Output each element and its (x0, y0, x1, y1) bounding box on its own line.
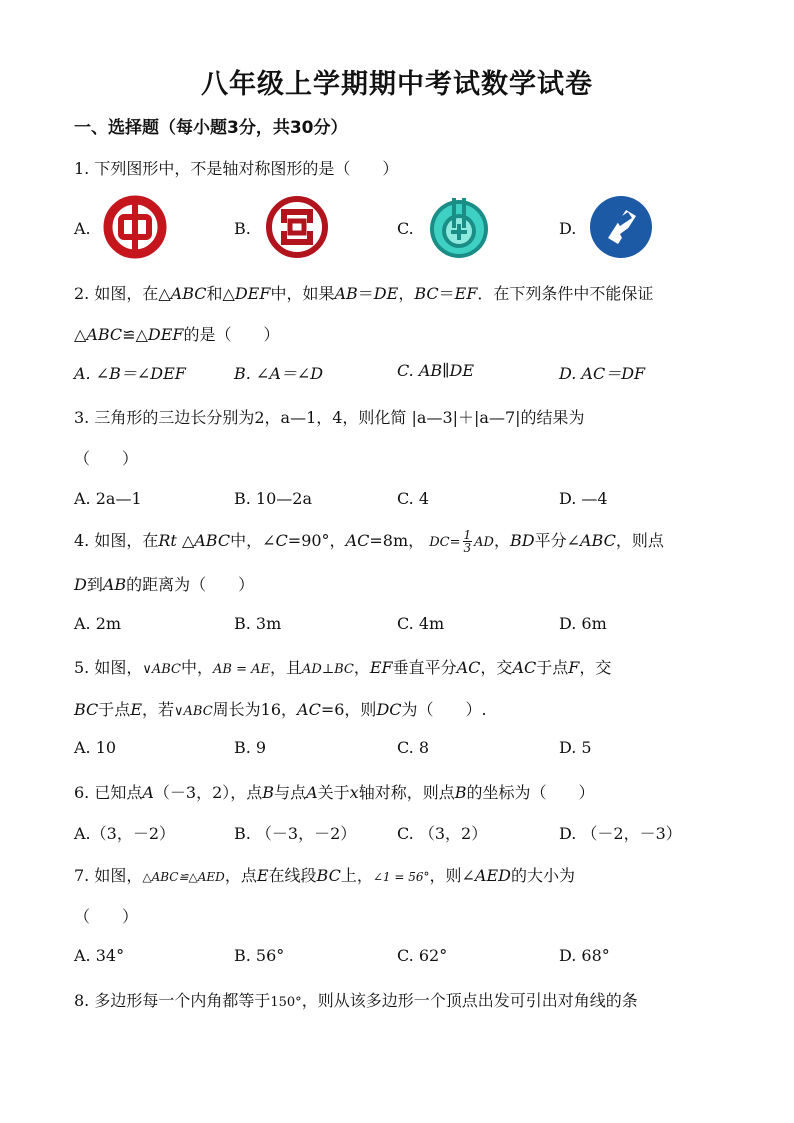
option-a[interactable]: A. 10 (74, 738, 117, 757)
option-a-label[interactable]: A. (74, 219, 91, 238)
question-6-line-1: 6. 已知点A（－3，2），点B与点A关于x轴对称，则点B的坐标为（ ） (74, 783, 595, 802)
option-c-label[interactable]: C. (397, 219, 414, 238)
question-5-line-1: 5. 如图，∨ABC中，AB = AE，且AD⊥BC，EF垂直平分AC，交AC于点F，交 (74, 658, 612, 677)
option-b[interactable]: B. （－3，－2） (234, 824, 357, 843)
question-2-line-1: 2. 如图，在△ABC和△DEF中，如果AB＝DE，BC＝EF．在下列条件中不能保证 (74, 284, 654, 303)
option-c[interactable]: C. 4 (397, 489, 430, 508)
question-7-line-2: （ ） (74, 907, 139, 926)
fraction-one-third: $\frac{1}{3}$ (463, 528, 472, 555)
option-d-label[interactable]: D. (559, 219, 577, 238)
question-8-line-1: 8. 多边形每一个内角都等于150°，则从该多边形一个顶点出发可引出对角线的条 (74, 991, 638, 1010)
question-4-line-1: 4. 如图，在Rt △ABC中，∠C=90°，AC=8m， DC= $\frac{1}{3}$ AD，BD平分∠ABC，则点 (74, 528, 664, 555)
question-1-stem: 1. 下列图形中，不是轴对称图形的是（ ） (74, 159, 399, 178)
option-b[interactable]: B. 3m (234, 614, 282, 633)
question-5-line-2: BC于点E，若∨ABC周长为16，AC=6，则DC为（ ）. (74, 700, 487, 719)
option-c[interactable]: C. AB∥DE (397, 361, 475, 380)
ccb-logo-icon (588, 194, 654, 260)
option-d[interactable]: D. —4 (559, 489, 608, 508)
option-d[interactable]: D. AC＝DF (559, 364, 646, 383)
option-b[interactable]: B. 9 (234, 738, 267, 757)
option-b[interactable]: B. 56° (234, 946, 285, 965)
option-d[interactable]: D. 5 (559, 738, 592, 757)
question-7-line-1: 7. 如图，△ABC≌△AED，点E在线段BC上，∠1 = 56°，则∠AED的大小为 (74, 866, 575, 885)
question-3-line-2: （ ） (74, 449, 139, 468)
option-c[interactable]: C. 4m (397, 614, 445, 633)
option-a[interactable]: A. 34° (74, 946, 125, 965)
bank-of-china-logo-icon (102, 194, 168, 260)
option-d[interactable]: D. 6m (559, 614, 607, 633)
option-a[interactable]: A. 2a—1 (74, 489, 142, 508)
option-d[interactable]: D. 68° (559, 946, 610, 965)
question-4-line-2: D到AB的距离为（ ） (74, 575, 255, 594)
option-c[interactable]: C. （3，2） (397, 824, 488, 843)
option-d[interactable]: D. （－2，－3） (559, 824, 682, 843)
option-a[interactable]: A. 2m (74, 614, 122, 633)
icbc-logo-icon (264, 194, 330, 260)
question-3-line-1: 3. 三角形的三边长分别为2，a—1，4，则化简 |a—3|＋|a—7|的结果为 (74, 408, 585, 427)
option-a[interactable]: A. ∠B＝∠DEF (74, 364, 186, 383)
abc-logo-icon (426, 194, 492, 260)
page-title: 八年级上学期期中考试数学试卷 (201, 69, 593, 100)
option-c[interactable]: C. 8 (397, 738, 430, 757)
section-heading: 一、选择题（每小题3分，共30分） (74, 118, 348, 138)
option-b[interactable]: B. ∠A＝∠D (234, 364, 324, 383)
option-b[interactable]: B. 10—2a (234, 489, 313, 508)
option-c[interactable]: C. 62° (397, 946, 448, 965)
option-b-label[interactable]: B. (234, 219, 251, 238)
option-a[interactable]: A.（3，－2） (74, 824, 176, 843)
question-1-options (74, 194, 754, 260)
question-2-line-2: △ABC≌△DEF的是（ ） (74, 325, 280, 344)
